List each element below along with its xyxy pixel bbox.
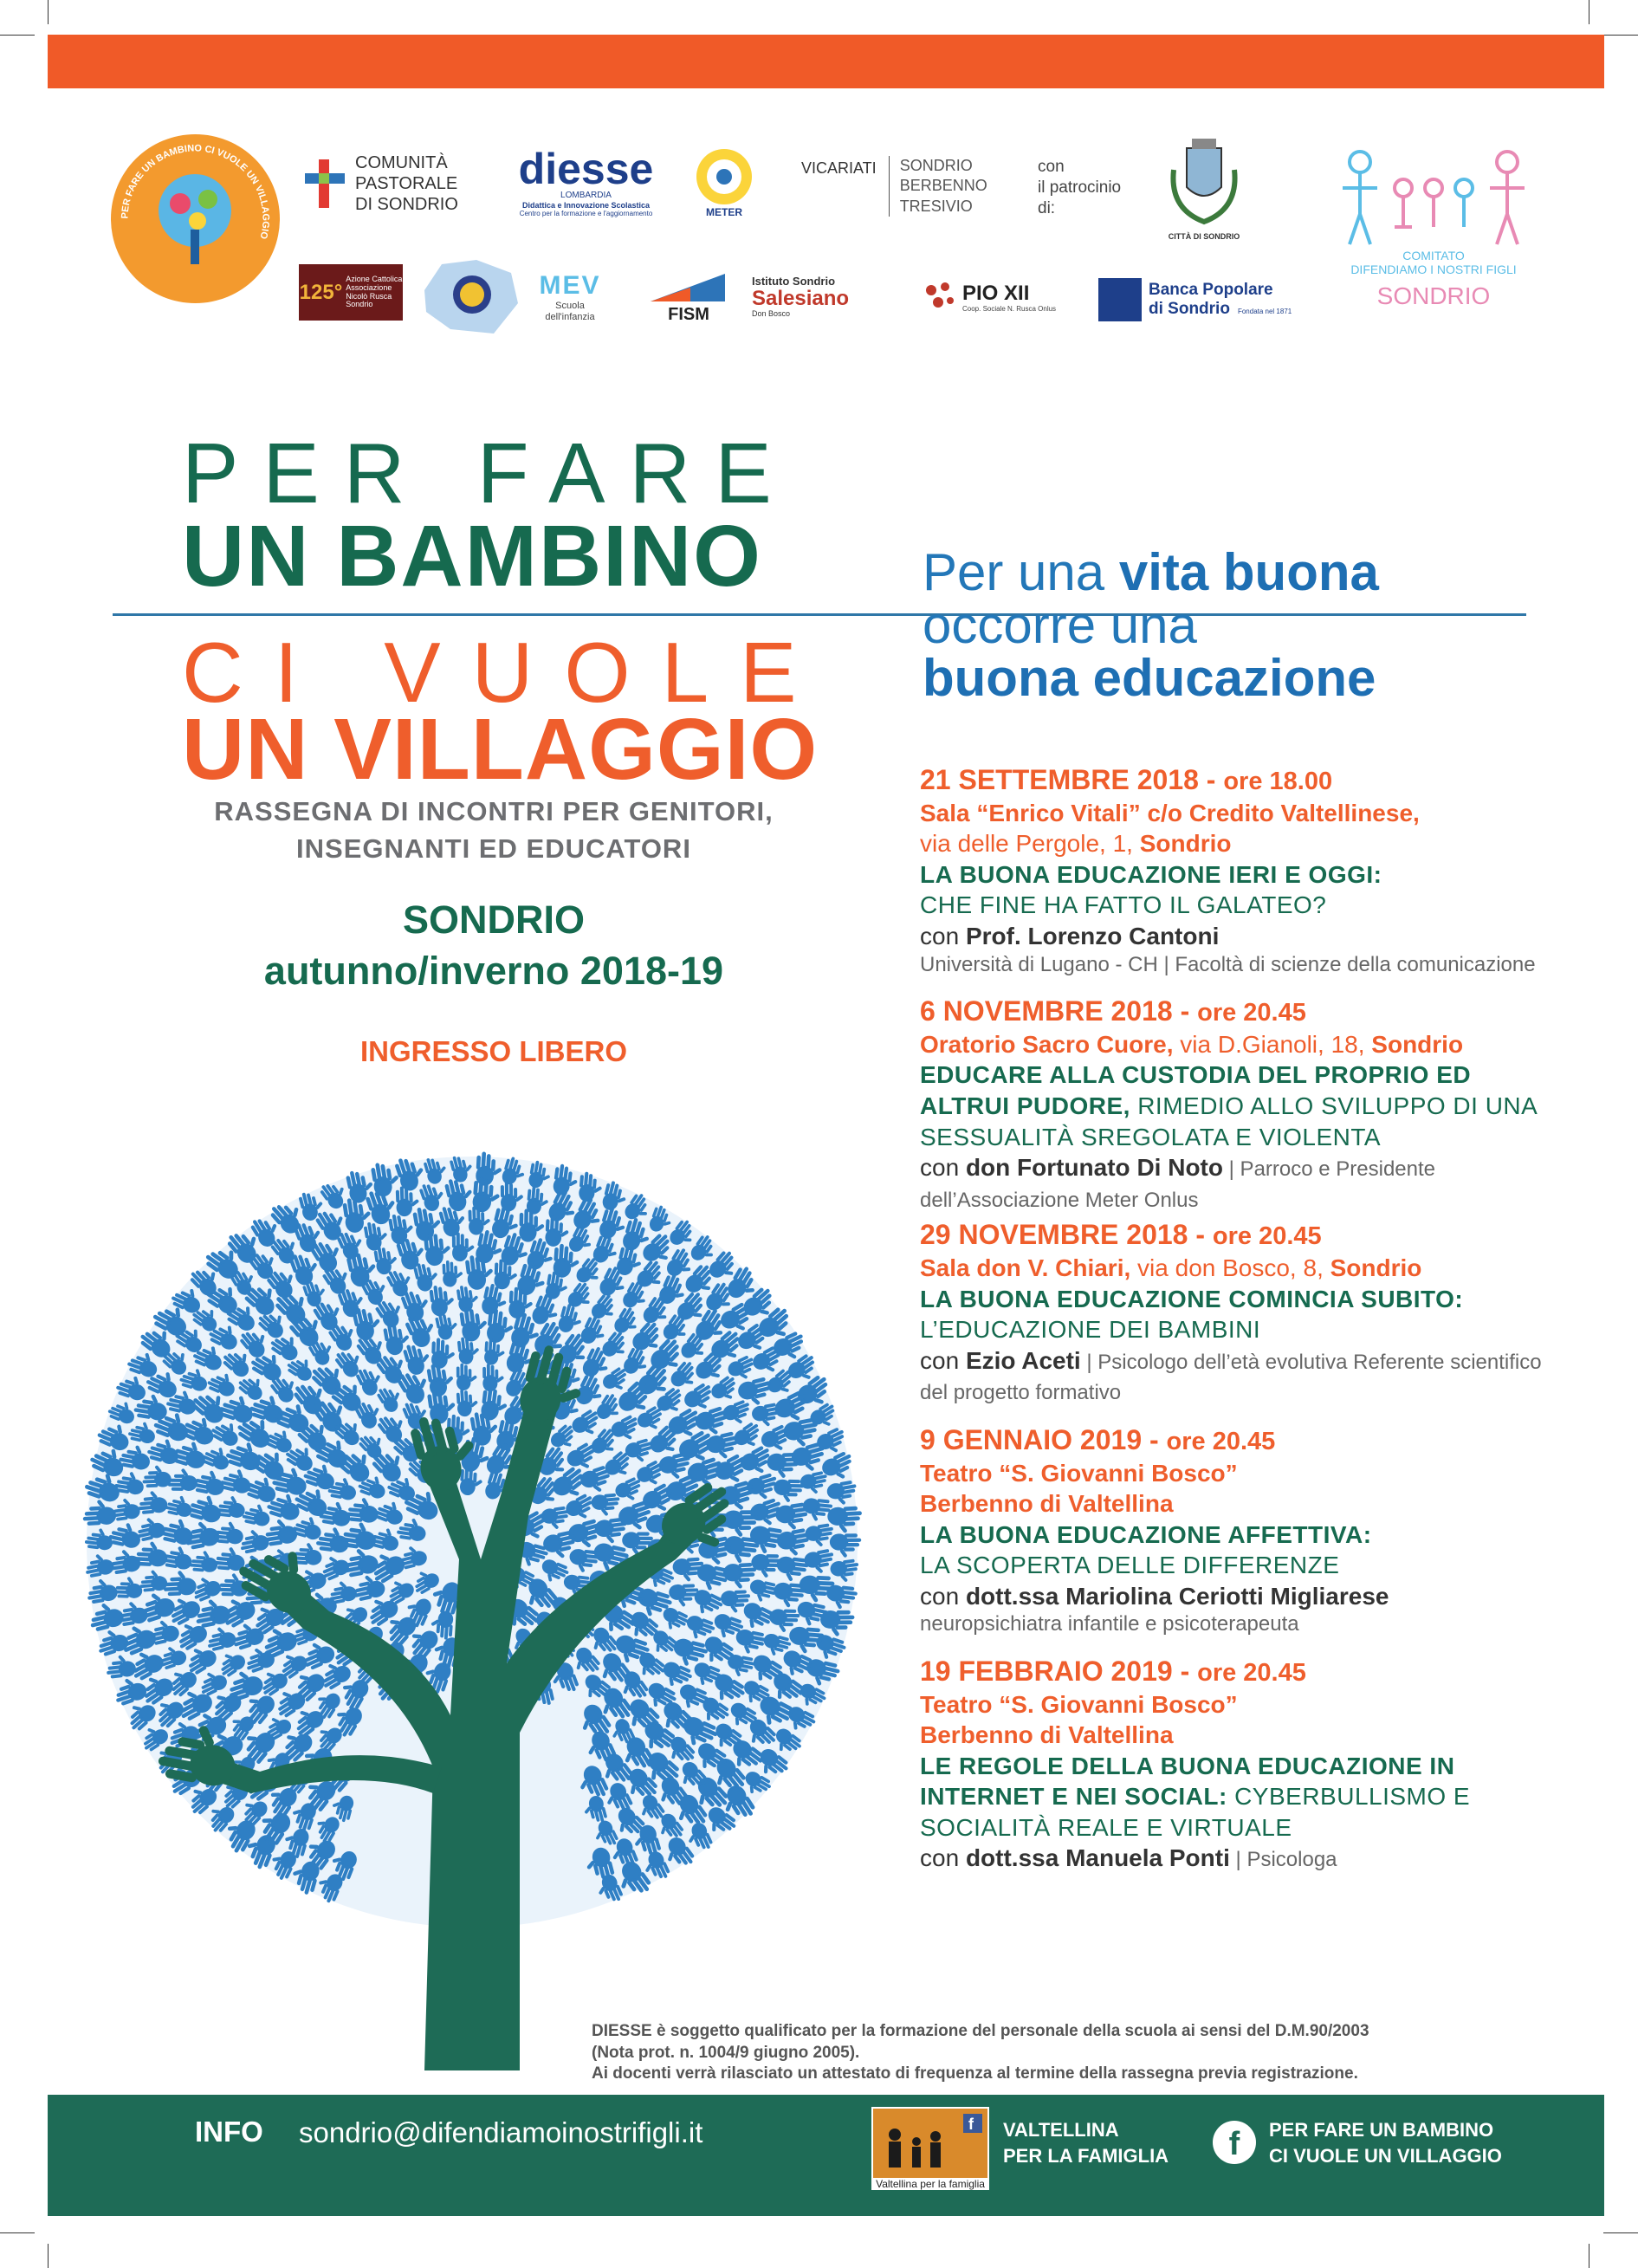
event-date: 9 GENNAIO 2019 - xyxy=(920,1423,1167,1455)
vicariato-item: TRESIVIO xyxy=(899,197,973,215)
headline-line1: PER FARE xyxy=(182,425,796,521)
facebook-page-link[interactable] xyxy=(1269,2117,1502,2168)
event-speaker: Ezio Aceti xyxy=(965,1346,1081,1374)
motto-highlight: vita buona xyxy=(1118,543,1379,601)
event-date: 21 SETTEMBRE 2018 - xyxy=(920,764,1224,795)
event-title: LA BUONA EDUCAZIONE AFFETTIVA: xyxy=(920,1520,1372,1548)
event-city: Sondrio xyxy=(1139,830,1232,858)
event-with: con xyxy=(920,1582,966,1610)
event-with: con xyxy=(920,1844,966,1872)
comunita-pastorale-logo xyxy=(303,149,485,218)
event-title: EDUCARE ALLA CUSTODIA DEL PROPRIO ED ALTRUI PUDORE, xyxy=(920,1061,1472,1119)
salesiano-logo xyxy=(752,275,899,319)
event-item xyxy=(920,1217,1552,1407)
top-orange-bar xyxy=(48,35,1604,88)
event-item xyxy=(920,1654,1552,1874)
banca-mark-icon xyxy=(1098,278,1142,321)
diesse-tagline: Centro per la formazione e l'aggiornamento xyxy=(519,210,653,218)
crop-mark xyxy=(48,2244,49,2268)
event-title: LA BUONA EDUCAZIONE IERI E OGGI: xyxy=(920,860,1382,888)
fb-line: CI VUOLE UN VILLAGGIO xyxy=(1269,2144,1502,2167)
banca-popolare-logo xyxy=(1098,275,1302,323)
mev-wordmark: MEV xyxy=(539,270,601,300)
motto-highlight: buona educazione xyxy=(923,649,1376,708)
hands-tree-illustration xyxy=(69,1109,875,2079)
valtellina-famiglia-photo[interactable] xyxy=(871,2107,989,2181)
event-with: con xyxy=(920,1346,966,1374)
diesse-wordmark: diesse xyxy=(518,145,654,194)
mev-sub: dell'infanzia xyxy=(545,311,595,322)
footnote-line: DIESSE è soggetto qualificato per la formazione del personale della scuola ai sensi del D.M.90/2003 xyxy=(592,2022,1369,2040)
event-venue: Sala don V. Chiari, xyxy=(920,1254,1131,1281)
diesse-footnote xyxy=(592,2021,1553,2085)
event-speaker: dott.ssa Mariolina Ceriotti Migliarese xyxy=(965,1582,1389,1610)
event-venue: Teatro “S. Giovanni Bosco” xyxy=(920,1690,1238,1718)
mev-logo xyxy=(527,264,613,329)
event-title-rest: L’EDUCAZIONE DEI BAMBINI xyxy=(920,1316,1261,1344)
ac-text: Nicolò Rusca xyxy=(346,291,392,301)
subtitle-line: INSEGNANTI ED EDUCATORI xyxy=(296,833,691,865)
city-name: SONDRIO xyxy=(402,897,585,942)
event-time: ore 18.00 xyxy=(1223,768,1333,795)
fism-logo xyxy=(645,267,732,327)
vicariati-block xyxy=(801,156,1018,225)
patrocinio-line: di: xyxy=(1038,198,1056,217)
event-speaker-role: | Psicologo dell’età evolutiva Referente scientifico del progetto formativo xyxy=(920,1350,1542,1405)
ac-text: Sondrio xyxy=(346,300,373,309)
circle-logo-ring-text: PER FARE UN BAMBINO CI VUOLE UN VILLAGGIO xyxy=(120,143,271,241)
motto-text: Per una xyxy=(923,543,1119,601)
diesse-region: LOMBARDIA xyxy=(560,191,612,201)
event-date: 6 NOVEMBRE 2018 - xyxy=(920,995,1198,1027)
event-title-rest: RIMEDIO ALLO SVILUPPO DI UNA SESSUALITÀ SREGOLATA E VIOLENTA xyxy=(920,1092,1537,1150)
mev-sub: Scuola xyxy=(555,301,585,312)
season: autunno/inverno 2018-19 xyxy=(263,948,724,993)
subtitle-line: RASSEGNA DI INCONTRI PER GENITORI, xyxy=(214,796,774,826)
lombardia-map-logo xyxy=(416,256,524,338)
crop-mark xyxy=(1603,35,1638,36)
event-city: Sondrio xyxy=(1330,1254,1422,1281)
pioxii-label: PIO XII xyxy=(962,281,1030,305)
crop-mark xyxy=(48,0,49,24)
event-title: LE REGOLE DELLA BUONA EDUCAZIONE IN INTERNET E NEI SOCIAL: xyxy=(920,1752,1455,1811)
event-item xyxy=(920,762,1552,978)
fism-label: FISM xyxy=(668,304,709,324)
valtellina-famiglia-caption: Valtellina per la famiglia xyxy=(871,2178,989,2190)
event-city: Berbenno di Valtellina xyxy=(920,1490,1174,1518)
event-time: ore 20.45 xyxy=(1197,1658,1306,1687)
ac-text: Azione Cattolica xyxy=(346,274,403,283)
crop-mark xyxy=(0,2232,35,2233)
region-map-icon xyxy=(416,256,524,338)
event-title-rest: CHE FINE HA FATTO IL GALATEO? xyxy=(920,891,1327,919)
comitato-line: COMITATO xyxy=(1402,249,1465,263)
fb-line: PER FARE UN BAMBINO xyxy=(1269,2119,1494,2141)
event-address: via delle Pergole, 1, xyxy=(920,830,1140,858)
crop-mark xyxy=(0,35,35,36)
comitato-line: DIFENDIAMO I NOSTRI FIGLI xyxy=(1350,262,1517,277)
vpf-line: VALTELLINA xyxy=(1003,2119,1119,2141)
family-silhouette-icon xyxy=(873,2109,987,2180)
event-affiliation: neuropsichiatra infantile e psicoterapeuta xyxy=(920,1612,1299,1636)
ac-125: 125° xyxy=(299,280,343,304)
event-time: ore 20.45 xyxy=(1212,1222,1322,1251)
event-venue: Oratorio Sacro Cuore, xyxy=(920,1030,1174,1058)
fism-icon xyxy=(647,270,730,305)
diesse-tagline: Didattica e Innovazione Scolastica xyxy=(521,200,651,210)
crop-mark xyxy=(1603,2232,1638,2233)
salesiano-line: Istituto Sondrio xyxy=(752,274,836,288)
event-venue: Teatro “S. Giovanni Bosco” xyxy=(920,1459,1238,1487)
diesse-logo xyxy=(506,140,666,225)
vicariati-label: VICARIATI xyxy=(801,159,877,177)
subtitle xyxy=(156,793,832,868)
banca-line: Banca Popolare xyxy=(1149,280,1273,299)
village-circle-logo xyxy=(111,134,280,303)
facebook-icon[interactable]: f xyxy=(1213,2121,1256,2164)
event-item xyxy=(920,994,1552,1214)
info-label: INFO xyxy=(195,2116,263,2148)
banca-line: di Sondrio xyxy=(1149,299,1230,318)
headline-line3: CI VUOLE xyxy=(182,625,828,720)
comitato-city: SONDRIO xyxy=(1376,282,1491,309)
event-list xyxy=(920,762,1552,1889)
event-date: 29 NOVEMBRE 2018 - xyxy=(920,1219,1213,1251)
family-figures-icon xyxy=(1334,145,1533,249)
event-title: LA BUONA EDUCAZIONE COMINCIA SUBITO: xyxy=(920,1285,1464,1312)
dots-icon xyxy=(923,280,957,314)
event-affiliation: Università di Lugano - CH | Facoltà di scienze della comunicazione xyxy=(920,952,1536,976)
footnote-line: (Nota prot. n. 1004/9 giugno 2005). xyxy=(592,2043,860,2062)
pioxii-sub: Coop. Sociale N. Rusca Onlus xyxy=(962,305,1057,314)
event-speaker: Prof. Lorenzo Cantoni xyxy=(965,923,1220,950)
headline-line2: UN BAMBINO xyxy=(182,508,762,605)
pioxii-logo xyxy=(923,271,1065,323)
salesiano-line: Salesiano xyxy=(752,287,850,311)
motto-text: occorre una xyxy=(923,596,1197,655)
event-address: via D.Gianoli, 18, xyxy=(1173,1030,1372,1058)
patrocinio-line: il patrocinio xyxy=(1038,178,1122,198)
salesiano-line: Don Bosco xyxy=(752,309,791,319)
meter-icon xyxy=(694,146,754,207)
event-speaker: don Fortunato Di Noto xyxy=(965,1154,1223,1182)
event-city: Sondrio xyxy=(1371,1030,1464,1058)
banca-since: Fondata nel 1871 xyxy=(1237,307,1292,315)
headline-line4: UN VILLAGGIO xyxy=(182,701,819,798)
meter-logo xyxy=(690,143,759,223)
comunita-line: COMUNITÀ xyxy=(355,153,448,172)
comitato-logo xyxy=(1330,130,1538,325)
crest-icon xyxy=(1161,135,1247,232)
event-time: ore 20.45 xyxy=(1197,999,1306,1027)
footnote-line: Ai docenti verrà rilasciato un attestato di frequenza al termine della rassegna previa registrazione. xyxy=(592,2064,1358,2083)
vicariato-item: SONDRIO xyxy=(899,157,973,174)
event-speaker-role: | Psicologa xyxy=(1229,1848,1337,1872)
event-speaker: dott.ssa Manuela Ponti xyxy=(965,1844,1230,1872)
comunita-line: PASTORALE xyxy=(355,174,458,193)
tree-hands-icon xyxy=(111,134,280,303)
motto xyxy=(923,543,1379,708)
citta-sondrio-crest xyxy=(1152,130,1256,247)
event-date: 19 FEBBRAIO 2019 - xyxy=(920,1655,1198,1687)
valtellina-famiglia-link[interactable] xyxy=(1003,2117,1169,2168)
citta-label: CITTÀ DI SONDRIO xyxy=(1168,232,1240,242)
meter-label: METER xyxy=(706,206,742,219)
event-venue: Sala “Enrico Vitali” c/o Credito Valtellinese, xyxy=(920,799,1420,826)
vicariato-item: BERBENNO xyxy=(899,177,987,195)
patrocinio-line: con xyxy=(1038,158,1065,177)
azione-cattolica-logo xyxy=(299,264,403,321)
cross-icon xyxy=(303,158,346,210)
ac-text: Associazione xyxy=(346,282,392,292)
event-with: con xyxy=(920,1154,966,1182)
free-entry-label: INGRESSO LIBERO xyxy=(359,1035,628,1067)
event-with: con xyxy=(920,923,966,950)
event-speaker-role: | Parroco e Presidente dell’Associazione Meter Onlus xyxy=(920,1157,1436,1212)
info-email-link[interactable]: sondrio@difendiamoinostrifigli.it xyxy=(299,2116,703,2148)
event-address: via don Bosco, 8, xyxy=(1130,1254,1330,1281)
event-title-rest: LA SCOPERTA DELLE DIFFERENZE xyxy=(920,1552,1340,1579)
event-time: ore 20.45 xyxy=(1166,1427,1276,1455)
comunita-line: DI SONDRIO xyxy=(355,195,458,214)
event-city: Berbenno di Valtellina xyxy=(920,1721,1174,1749)
facebook-f-icon: f xyxy=(968,2116,974,2133)
patrocinio-label xyxy=(1038,154,1142,222)
event-title-rest: CYBERBULLISMO E SOCIALITÀ REALE E VIRTUALE xyxy=(920,1783,1471,1841)
location-block xyxy=(156,895,832,996)
vpf-line: PER LA FAMIGLIA xyxy=(1003,2144,1169,2167)
event-item xyxy=(920,1422,1552,1638)
